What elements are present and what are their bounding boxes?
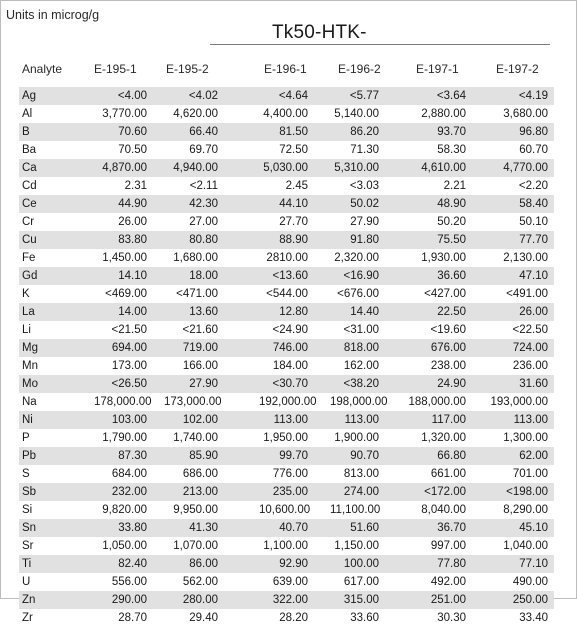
analyte-cell: Cd bbox=[22, 180, 37, 192]
value-cell: 14.10 bbox=[118, 270, 147, 282]
value-cell: 1,050.00 bbox=[102, 540, 147, 552]
header-column: E-196-1 bbox=[264, 62, 307, 76]
value-cell: 1,450.00 bbox=[102, 252, 147, 264]
value-cell: 250.00 bbox=[512, 594, 548, 606]
value-cell: 1,100.00 bbox=[263, 540, 308, 552]
value-cell: 50.10 bbox=[519, 216, 548, 228]
value-cell: 62.00 bbox=[519, 450, 548, 462]
value-cell: <4.64 bbox=[278, 90, 308, 102]
value-cell: 162.00 bbox=[343, 360, 379, 372]
table-body bbox=[0, 87, 577, 627]
value-cell: 9,950.00 bbox=[173, 504, 218, 516]
value-cell: <427.00 bbox=[424, 288, 466, 300]
value-cell: 1,300.00 bbox=[503, 432, 548, 444]
value-cell: <469.00 bbox=[105, 288, 147, 300]
value-cell: <4.02 bbox=[188, 90, 218, 102]
header-analyte: Analyte bbox=[22, 62, 63, 76]
value-cell: 28.70 bbox=[118, 612, 147, 624]
analyte-cell: Sn bbox=[22, 522, 37, 534]
value-cell: 719.00 bbox=[182, 342, 218, 354]
table-row bbox=[0, 465, 577, 483]
value-cell: 103.00 bbox=[111, 414, 147, 426]
value-cell: 22.50 bbox=[437, 306, 466, 318]
value-cell: 48.90 bbox=[437, 198, 466, 210]
value-cell: <471.00 bbox=[176, 288, 218, 300]
value-cell: 232.00 bbox=[111, 486, 147, 498]
analyte-cell: Gd bbox=[22, 270, 38, 282]
value-cell: 113.00 bbox=[513, 414, 548, 426]
analyte-cell: Na bbox=[22, 396, 37, 408]
value-cell: 2,130.00 bbox=[503, 252, 548, 264]
value-cell: <198.00 bbox=[506, 486, 548, 498]
analyte-cell: P bbox=[22, 432, 30, 444]
analyte-cell: Ce bbox=[22, 198, 37, 210]
value-cell: 173.00 bbox=[111, 360, 147, 372]
table-row bbox=[0, 609, 577, 627]
value-cell: 251.00 bbox=[430, 594, 466, 606]
value-cell: 102.00 bbox=[182, 414, 218, 426]
value-cell: <676.00 bbox=[337, 288, 379, 300]
value-cell: 617.00 bbox=[343, 576, 379, 588]
analyte-cell: Zn bbox=[22, 594, 36, 606]
value-cell: <13.60 bbox=[272, 270, 308, 282]
value-cell: 36.70 bbox=[437, 522, 466, 534]
value-cell: 490.00 bbox=[512, 576, 548, 588]
value-cell: 701.00 bbox=[512, 468, 548, 480]
value-cell: 724.00 bbox=[512, 342, 548, 354]
value-cell: 686.00 bbox=[182, 468, 218, 480]
value-cell: 47.10 bbox=[519, 270, 548, 282]
value-cell: 66.40 bbox=[189, 126, 218, 138]
analyte-cell: Ca bbox=[22, 162, 37, 174]
value-cell: 117.00 bbox=[431, 414, 466, 426]
value-cell: 27.70 bbox=[279, 216, 308, 228]
table-row bbox=[0, 267, 577, 285]
analyte-cell: Li bbox=[22, 324, 31, 336]
value-cell: 29.40 bbox=[189, 612, 218, 624]
value-cell: 1,150.00 bbox=[334, 540, 379, 552]
value-cell: 694.00 bbox=[111, 342, 147, 354]
value-cell: <21.60 bbox=[182, 324, 218, 336]
table-row bbox=[0, 141, 577, 159]
analyte-cell: Cu bbox=[22, 234, 37, 246]
header-column: E-197-2 bbox=[496, 62, 539, 76]
table-row bbox=[0, 339, 577, 357]
table-row bbox=[0, 303, 577, 321]
value-cell: 90.70 bbox=[350, 450, 379, 462]
value-cell: 2.45 bbox=[285, 180, 308, 192]
table-row bbox=[0, 231, 577, 249]
value-cell: 3,680.00 bbox=[503, 108, 548, 120]
value-cell: 676.00 bbox=[430, 342, 466, 354]
value-cell: 28.20 bbox=[279, 612, 308, 624]
value-cell: <172.00 bbox=[424, 486, 466, 498]
table-row bbox=[0, 357, 577, 375]
value-cell: 1,320.00 bbox=[421, 432, 466, 444]
value-cell: 83.80 bbox=[118, 234, 147, 246]
value-cell: 2.21 bbox=[443, 180, 466, 192]
value-cell: 51.60 bbox=[350, 522, 379, 534]
value-cell: <4.00 bbox=[117, 90, 147, 102]
value-cell: 776.00 bbox=[272, 468, 308, 480]
value-cell: 193,000.00 bbox=[490, 396, 548, 408]
value-cell: 4,400.00 bbox=[263, 108, 308, 120]
value-cell: 4,770.00 bbox=[503, 162, 548, 174]
analyte-cell: Al bbox=[22, 108, 33, 120]
table-row bbox=[0, 195, 577, 213]
table-row bbox=[0, 483, 577, 501]
table-row bbox=[0, 411, 577, 429]
value-cell: 14.40 bbox=[350, 306, 379, 318]
analyte-cell: Mg bbox=[22, 342, 38, 354]
analyte-cell: Ni bbox=[22, 414, 33, 426]
table-row bbox=[0, 447, 577, 465]
value-cell: 184.00 bbox=[272, 360, 308, 372]
value-cell: <3.64 bbox=[436, 90, 466, 102]
value-cell: 44.10 bbox=[279, 198, 308, 210]
value-cell: <30.70 bbox=[272, 378, 308, 390]
analyte-cell: B bbox=[22, 126, 30, 138]
table-row bbox=[0, 87, 577, 105]
value-cell: 41.30 bbox=[189, 522, 218, 534]
value-cell: 746.00 bbox=[272, 342, 308, 354]
value-cell: 92.90 bbox=[279, 558, 308, 570]
value-cell: <38.20 bbox=[343, 378, 379, 390]
table-row bbox=[0, 573, 577, 591]
value-cell: 13.60 bbox=[189, 306, 218, 318]
header-column: E-195-2 bbox=[166, 62, 209, 76]
value-cell: 86.20 bbox=[350, 126, 379, 138]
table-row bbox=[0, 429, 577, 447]
value-cell: 188,000.00 bbox=[408, 396, 466, 408]
analyte-cell: Si bbox=[22, 504, 33, 516]
value-cell: 113.00 bbox=[273, 414, 308, 426]
value-cell: <24.90 bbox=[272, 324, 308, 336]
value-cell: 99.70 bbox=[279, 450, 308, 462]
value-cell: 31.60 bbox=[519, 378, 548, 390]
value-cell: 280.00 bbox=[182, 594, 218, 606]
value-cell: 88.90 bbox=[279, 234, 308, 246]
value-cell: 684.00 bbox=[111, 468, 147, 480]
value-cell: 274.00 bbox=[343, 486, 379, 498]
analyte-cell: S bbox=[22, 468, 30, 480]
value-cell: 1,900.00 bbox=[334, 432, 379, 444]
value-cell: 9,820.00 bbox=[102, 504, 147, 516]
value-cell: 86.00 bbox=[189, 558, 218, 570]
table-row bbox=[0, 321, 577, 339]
value-cell: 33.60 bbox=[350, 612, 379, 624]
value-cell: 33.80 bbox=[118, 522, 147, 534]
table-row bbox=[0, 177, 577, 195]
value-cell: 235.00 bbox=[272, 486, 308, 498]
value-cell: 997.00 bbox=[430, 540, 466, 552]
value-cell: 1,950.00 bbox=[263, 432, 308, 444]
value-cell: 18.00 bbox=[189, 270, 218, 282]
value-cell: 27.90 bbox=[189, 378, 218, 390]
value-cell: 4,870.00 bbox=[102, 162, 147, 174]
analyte-cell: Cr bbox=[22, 216, 35, 228]
value-cell: <491.00 bbox=[506, 288, 548, 300]
analyte-cell: K bbox=[22, 288, 30, 300]
value-cell: 1,740.00 bbox=[173, 432, 218, 444]
value-cell: 1,680.00 bbox=[173, 252, 218, 264]
value-cell: 322.00 bbox=[272, 594, 308, 606]
value-cell: 30.30 bbox=[437, 612, 466, 624]
value-cell: 2.31 bbox=[124, 180, 147, 192]
table-row bbox=[0, 519, 577, 537]
header-column: E-195-1 bbox=[94, 62, 137, 76]
value-cell: 42.30 bbox=[189, 198, 218, 210]
units-label: Units in microg/g bbox=[6, 8, 100, 22]
value-cell: 2,320.00 bbox=[334, 252, 379, 264]
analyte-cell: Ba bbox=[22, 144, 37, 156]
value-cell: 192,000.00 bbox=[259, 396, 317, 408]
value-cell: 11,100.00 bbox=[330, 504, 381, 516]
value-cell: 69.70 bbox=[189, 144, 218, 156]
value-cell: 173,000.00 bbox=[164, 396, 222, 408]
value-cell: 4,940.00 bbox=[173, 162, 218, 174]
value-cell: 96.80 bbox=[519, 126, 548, 138]
table-row bbox=[0, 159, 577, 177]
value-cell: 77.70 bbox=[519, 234, 548, 246]
value-cell: <19.60 bbox=[430, 324, 466, 336]
table-row bbox=[0, 591, 577, 609]
value-cell: <2.11 bbox=[189, 180, 218, 192]
value-cell: 70.60 bbox=[118, 126, 147, 138]
value-cell: 24.90 bbox=[437, 378, 466, 390]
value-cell: 27.00 bbox=[189, 216, 218, 228]
value-cell: <544.00 bbox=[266, 288, 308, 300]
value-cell: 58.40 bbox=[519, 198, 548, 210]
table-header bbox=[0, 60, 577, 78]
title-underline bbox=[210, 44, 550, 45]
value-cell: 10,600.00 bbox=[259, 504, 311, 516]
value-cell: 5,310.00 bbox=[334, 162, 379, 174]
value-cell: 85.90 bbox=[189, 450, 218, 462]
value-cell: 72.50 bbox=[279, 144, 308, 156]
table-row bbox=[0, 123, 577, 141]
value-cell: 87.30 bbox=[118, 450, 147, 462]
value-cell: 33.40 bbox=[519, 612, 548, 624]
value-cell: <3.03 bbox=[349, 180, 379, 192]
value-cell: 8,290.00 bbox=[503, 504, 548, 516]
analyte-cell: Ti bbox=[22, 558, 32, 570]
value-cell: 100.00 bbox=[343, 558, 379, 570]
value-cell: 492.00 bbox=[430, 576, 466, 588]
value-cell: 71.30 bbox=[350, 144, 379, 156]
value-cell: <22.50 bbox=[512, 324, 548, 336]
value-cell: 44.90 bbox=[118, 198, 147, 210]
value-cell: 58.30 bbox=[437, 144, 466, 156]
value-cell: 556.00 bbox=[111, 576, 147, 588]
analyte-cell: Sb bbox=[22, 486, 37, 498]
value-cell: <31.00 bbox=[343, 324, 379, 336]
value-cell: 36.60 bbox=[437, 270, 466, 282]
value-cell: <4.19 bbox=[518, 90, 548, 102]
value-cell: 12.80 bbox=[279, 306, 308, 318]
value-cell: 40.70 bbox=[279, 522, 308, 534]
value-cell: 80.80 bbox=[189, 234, 218, 246]
value-cell: 27.90 bbox=[350, 216, 379, 228]
value-cell: 26.00 bbox=[118, 216, 147, 228]
value-cell: 818.00 bbox=[343, 342, 379, 354]
analyte-cell: Sr bbox=[22, 540, 34, 552]
value-cell: 661.00 bbox=[430, 468, 466, 480]
value-cell: <5.77 bbox=[349, 90, 379, 102]
value-cell: 60.70 bbox=[519, 144, 548, 156]
analyte-cell: Pb bbox=[22, 450, 37, 462]
value-cell: <21.50 bbox=[111, 324, 147, 336]
table-row bbox=[0, 375, 577, 393]
value-cell: 91.80 bbox=[350, 234, 379, 246]
header-column: E-196-2 bbox=[338, 62, 381, 76]
value-cell: <26.50 bbox=[111, 378, 147, 390]
table-row bbox=[0, 501, 577, 519]
value-cell: 2810.00 bbox=[266, 252, 308, 264]
value-cell: 198,000.00 bbox=[330, 396, 388, 408]
value-cell: 14.00 bbox=[118, 306, 147, 318]
value-cell: 5,030.00 bbox=[263, 162, 308, 174]
value-cell: 93.70 bbox=[437, 126, 466, 138]
value-cell: <2.20 bbox=[518, 180, 548, 192]
value-cell: 8,040.00 bbox=[421, 504, 466, 516]
value-cell: 70.50 bbox=[118, 144, 147, 156]
value-cell: 5,140.00 bbox=[334, 108, 379, 120]
value-cell: 238.00 bbox=[430, 360, 466, 372]
analyte-cell: Fe bbox=[22, 252, 36, 264]
value-cell: 166.00 bbox=[182, 360, 218, 372]
table-row bbox=[0, 537, 577, 555]
value-cell: 1,040.00 bbox=[503, 540, 548, 552]
table-row bbox=[0, 213, 577, 231]
value-cell: 813.00 bbox=[343, 468, 379, 480]
value-cell: 4,620.00 bbox=[173, 108, 218, 120]
analyte-cell: Ag bbox=[22, 90, 37, 102]
table-row bbox=[0, 555, 577, 573]
table-row bbox=[0, 105, 577, 123]
value-cell: 66.80 bbox=[437, 450, 466, 462]
analyte-cell: Mo bbox=[22, 378, 38, 390]
value-cell: 75.50 bbox=[437, 234, 466, 246]
value-cell: 562.00 bbox=[182, 576, 218, 588]
value-cell: 50.20 bbox=[437, 216, 466, 228]
value-cell: 50.02 bbox=[350, 198, 379, 210]
value-cell: 1,070.00 bbox=[173, 540, 218, 552]
value-cell: 1,930.00 bbox=[421, 252, 466, 264]
table-row bbox=[0, 285, 577, 303]
table-row bbox=[0, 393, 577, 411]
value-cell: 4,610.00 bbox=[421, 162, 466, 174]
value-cell: 213.00 bbox=[182, 486, 218, 498]
value-cell: 113.00 bbox=[344, 414, 379, 426]
analyte-cell: Mn bbox=[22, 360, 38, 372]
value-cell: 45.10 bbox=[519, 522, 548, 534]
header-column: E-197-1 bbox=[416, 62, 459, 76]
value-cell: 77.80 bbox=[437, 558, 466, 570]
value-cell: 639.00 bbox=[272, 576, 308, 588]
value-cell: 315.00 bbox=[343, 594, 379, 606]
value-cell: 1,790.00 bbox=[102, 432, 147, 444]
value-cell: 82.40 bbox=[118, 558, 147, 570]
value-cell: 290.00 bbox=[111, 594, 147, 606]
table-title: Tk50-HTK- bbox=[272, 22, 367, 43]
analyte-cell: Zr bbox=[22, 612, 33, 624]
value-cell: <16.90 bbox=[343, 270, 379, 282]
analyte-cell: U bbox=[22, 576, 31, 588]
value-cell: 2,880.00 bbox=[421, 108, 466, 120]
value-cell: 236.00 bbox=[512, 360, 548, 372]
value-cell: 3,770.00 bbox=[102, 108, 147, 120]
value-cell: 81.50 bbox=[279, 126, 308, 138]
analyte-cell: La bbox=[22, 306, 35, 318]
value-cell: 26.00 bbox=[519, 306, 548, 318]
value-cell: 178,000.00 bbox=[94, 396, 152, 408]
value-cell: 77.10 bbox=[519, 558, 548, 570]
table-row bbox=[0, 249, 577, 267]
